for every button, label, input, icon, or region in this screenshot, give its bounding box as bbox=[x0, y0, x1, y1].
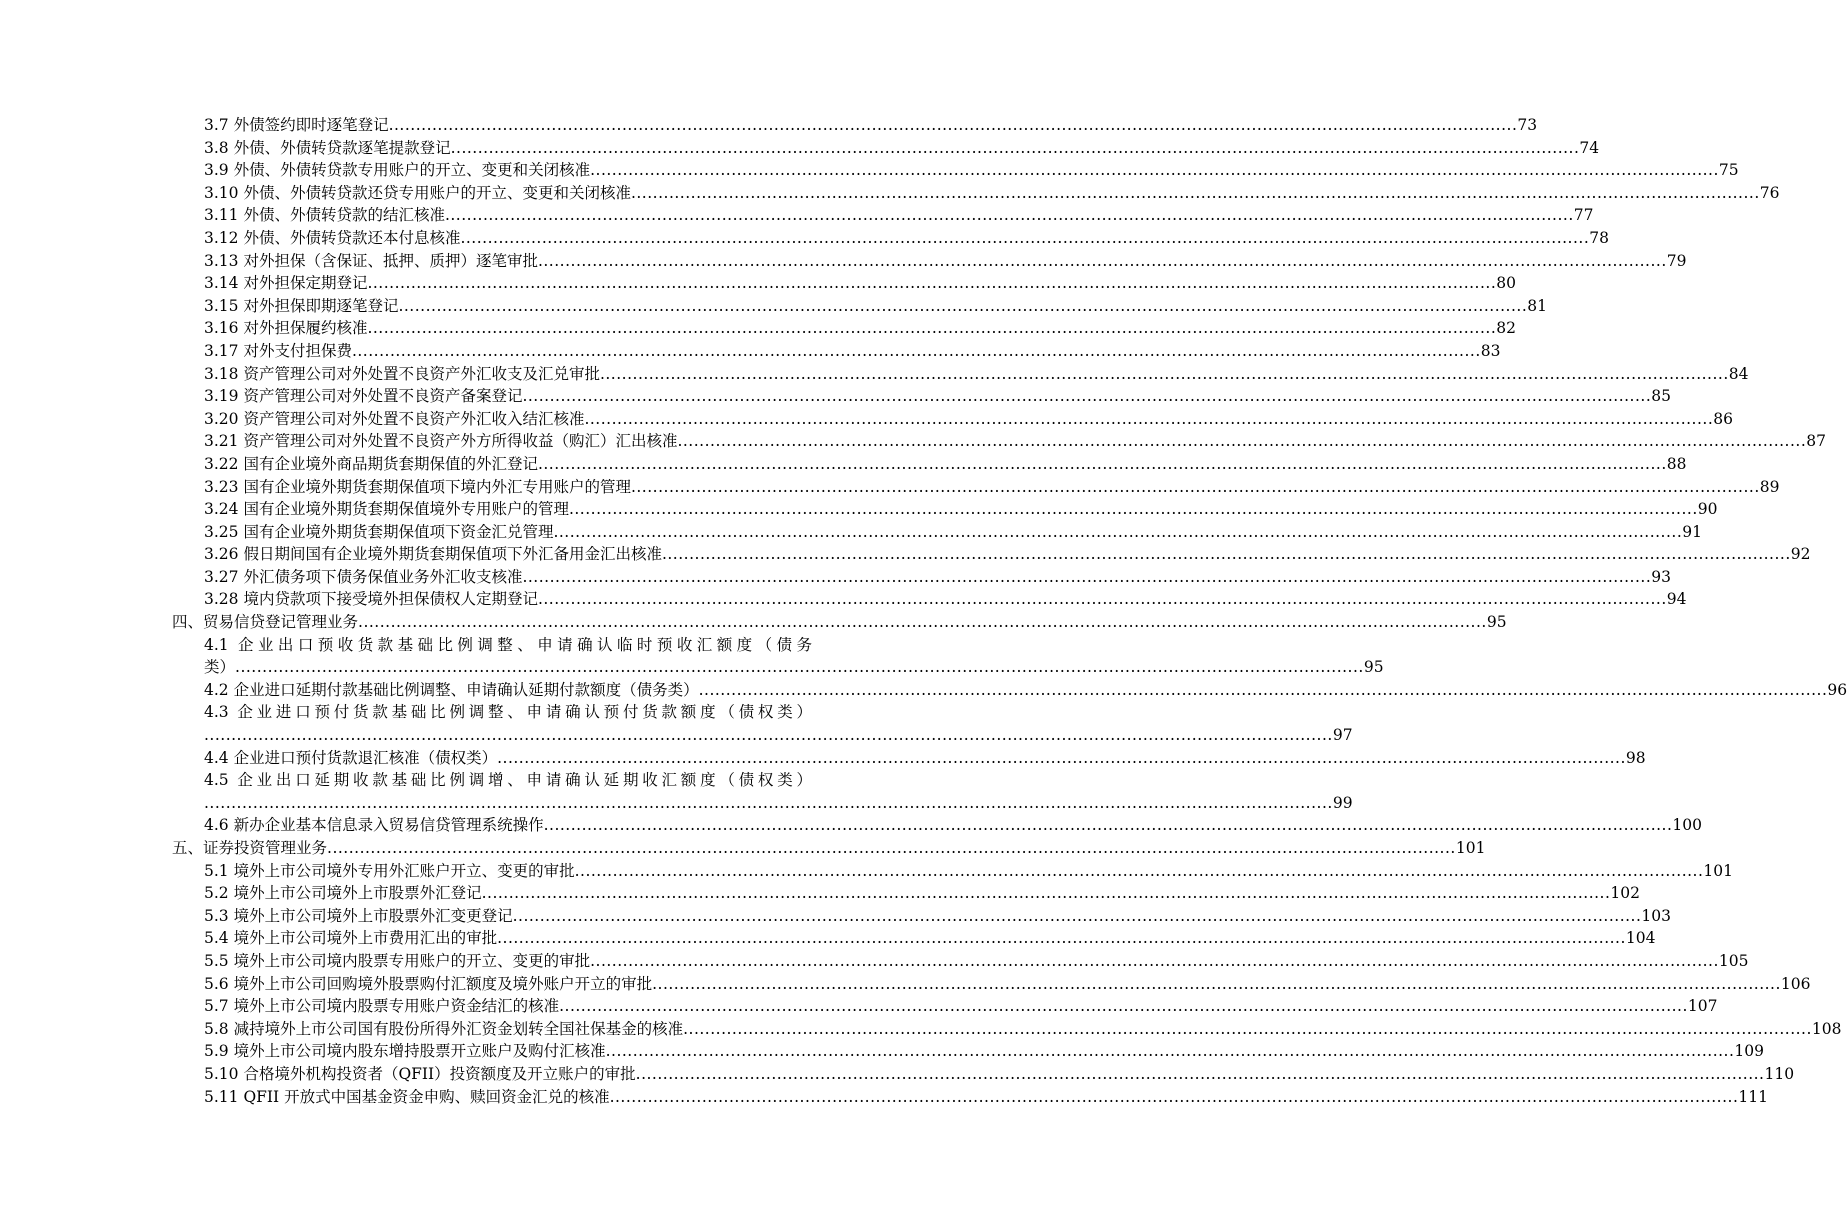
toc-entry[interactable] bbox=[172, 408, 1734, 431]
toc-entry-title: 4.5 企业出口延期收款基础比例调增、申请确认延期收汇额度（债权类） bbox=[204, 771, 812, 790]
toc-leader-dots bbox=[606, 1040, 1735, 1063]
toc-page-number: 100 bbox=[1672, 816, 1703, 835]
toc-leader-dots bbox=[590, 950, 1719, 973]
toc-leader-dots bbox=[367, 317, 1496, 340]
toc-entry-title: 3.12 外债、外债转贷款还本付息核准 bbox=[204, 228, 461, 247]
toc-entry[interactable] bbox=[172, 159, 1739, 182]
toc-entry-title: 3.8 外债、外债转贷款逐笔提款登记 bbox=[204, 138, 451, 157]
toc-leader-dots bbox=[398, 295, 1527, 318]
toc-entry-title: 3.13 对外担保（含保证、抵押、质押）逐笔审批 bbox=[204, 251, 538, 270]
toc-entry-title: 4.4 企业进口预付货款退汇核准（债权类） bbox=[204, 748, 498, 767]
toc-page-number: 89 bbox=[1759, 477, 1780, 496]
toc-section-title: 五、证券投资管理业务 bbox=[172, 839, 328, 857]
toc-entry-title: 5.8 减持境外上市公司国有股份所得外汇资金划转全国社保基金的核准 bbox=[204, 1019, 684, 1038]
toc-page-number: 94 bbox=[1666, 590, 1687, 609]
toc-entry-title: 3.25 国有企业境外期货套期保值项下资金汇兑管理 bbox=[204, 522, 554, 541]
toc-leader-dots bbox=[683, 1018, 1812, 1041]
toc-entry-title: 5.4 境外上市公司境外上市费用汇出的审批 bbox=[204, 929, 498, 948]
toc-entry-title: 3.22 国有企业境外商品期货套期保值的外汇登记 bbox=[204, 454, 538, 473]
toc-entry[interactable] bbox=[172, 860, 1734, 883]
toc-leader-dots bbox=[631, 476, 1760, 499]
toc-entry[interactable] bbox=[172, 995, 1718, 1018]
toc-page-number: 93 bbox=[1651, 567, 1672, 586]
toc-leader-dots bbox=[451, 137, 1580, 160]
toc-entry-title: 3.14 对外担保定期登记 bbox=[204, 274, 368, 293]
toc-entry-title: 3.15 对外担保即期逐笔登记 bbox=[204, 296, 399, 315]
toc-leader-dots bbox=[482, 882, 1611, 905]
toc-entry[interactable] bbox=[172, 973, 1811, 996]
toc-leader-dots bbox=[204, 792, 1333, 815]
toc-entry[interactable] bbox=[172, 882, 1641, 905]
toc-entry[interactable] bbox=[172, 1086, 1768, 1109]
toc-entry[interactable] bbox=[172, 182, 1780, 205]
toc-entry-title: 3.10 外债、外债转贷款还贷专用账户的开立、变更和关闭核准 bbox=[204, 183, 631, 202]
toc-page-number: 90 bbox=[1697, 500, 1718, 519]
toc-section-title: 四、贸易信贷登记管理业务 bbox=[172, 613, 359, 632]
toc-entry[interactable] bbox=[172, 498, 1718, 521]
toc-entry[interactable] bbox=[172, 927, 1656, 950]
toc-entry-title: 5.7 境外上市公司境内股票专用账户资金结汇的核准 bbox=[204, 997, 560, 1016]
toc-leader-dots bbox=[569, 498, 1698, 521]
toc-entry[interactable] bbox=[172, 385, 1672, 408]
toc-page-number: 79 bbox=[1666, 251, 1687, 270]
toc-page-number: 86 bbox=[1713, 409, 1734, 428]
toc-entry-title: 5.6 境外上市公司回购境外股票购付汇额度及境外账户开立的审批 bbox=[204, 974, 653, 993]
toc-page-number: 97 bbox=[1332, 726, 1353, 745]
toc-leader-dots bbox=[358, 611, 1487, 634]
toc-page-number: 74 bbox=[1579, 138, 1600, 157]
toc-leader-dots bbox=[445, 204, 1574, 227]
toc-page-number: 101 bbox=[1455, 839, 1486, 857]
toc-leader-dots bbox=[610, 1086, 1739, 1109]
toc-page-number: 77 bbox=[1573, 206, 1594, 225]
toc-entry-4-2[interactable] bbox=[172, 679, 1847, 702]
toc-entry[interactable] bbox=[172, 250, 1687, 273]
toc-entry[interactable] bbox=[172, 227, 1610, 250]
toc-entry[interactable] bbox=[172, 137, 1600, 160]
toc-leader-dots bbox=[497, 747, 1626, 770]
toc-leader-dots bbox=[677, 430, 1806, 453]
toc-page-number: 108 bbox=[1811, 1019, 1842, 1038]
toc-entry-title-cont: 类） bbox=[204, 658, 236, 677]
toc-page-number: 102 bbox=[1610, 884, 1641, 903]
toc-page-number: 107 bbox=[1687, 997, 1718, 1016]
toc-leader-dots bbox=[559, 995, 1688, 1018]
toc-leader-dots bbox=[235, 656, 1364, 679]
toc-entry-title: 3.19 资产管理公司对外处置不良资产备案登记 bbox=[204, 387, 523, 406]
toc-entry-title: 3.17 对外支付担保费 bbox=[204, 341, 352, 360]
toc-entry-title: 5.11 QFII 开放式中国基金资金申购、赎回资金汇兑的核准 bbox=[204, 1087, 610, 1106]
toc-entry[interactable] bbox=[172, 476, 1780, 499]
toc-entry[interactable] bbox=[172, 950, 1749, 973]
toc-page-number: 82 bbox=[1496, 319, 1517, 338]
toc-section-5[interactable] bbox=[172, 837, 1486, 860]
toc-entry-title: 3.11 外债、外债转贷款的结汇核准 bbox=[204, 206, 445, 225]
toc-leader-dots bbox=[553, 521, 1682, 544]
toc-entry-title: 5.10 合格境外机构投资者（QFII）投资额度及开立账户的审批 bbox=[204, 1064, 636, 1083]
toc-entry-title: 4.6 新办企业基本信息录入贸易信贷管理系统操作 bbox=[204, 816, 544, 835]
toc-page-number: 76 bbox=[1759, 183, 1780, 202]
toc-entry-4-1[interactable] bbox=[172, 634, 1384, 679]
toc-leader-dots bbox=[538, 250, 1667, 273]
toc-entry-title: 3.28 境内贷款项下接受境外担保债权人定期登记 bbox=[204, 590, 538, 609]
toc-page-number: 78 bbox=[1589, 228, 1610, 247]
toc-page-number: 91 bbox=[1682, 522, 1703, 541]
toc-entry-4-6[interactable] bbox=[172, 814, 1703, 837]
toc-entry-title: 4.1 企业出口预收货款基础比例调整、申请确认临时预收汇额度（债务 bbox=[204, 635, 812, 654]
toc-entry[interactable] bbox=[172, 114, 1538, 137]
toc-entry-title: 4.3 企业进口预付货款基础比例调整、申请确认预付货款额度（债权类） bbox=[204, 703, 812, 722]
toc-entry-title: 4.2 企业进口延期付款基础比例调整、申请确认延期付款额度（债务类） bbox=[204, 680, 699, 699]
toc-entry-title: 3.7 外债签约即时逐笔登记 bbox=[204, 116, 389, 134]
toc-entry[interactable] bbox=[172, 295, 1548, 318]
toc-leader-dots bbox=[544, 814, 1673, 837]
toc-page-number: 111 bbox=[1738, 1087, 1768, 1106]
toc-leader-dots bbox=[389, 114, 1518, 137]
toc-entry-title: 5.2 境外上市公司境外上市股票外汇登记 bbox=[204, 884, 482, 903]
toc-page-number: 95 bbox=[1363, 658, 1384, 677]
toc-page-number: 85 bbox=[1651, 387, 1672, 406]
toc-entry[interactable] bbox=[172, 905, 1672, 928]
toc-entry[interactable] bbox=[172, 566, 1672, 589]
toc-page-number: 106 bbox=[1780, 974, 1811, 993]
toc-entry[interactable] bbox=[172, 453, 1687, 476]
toc-page-number: 88 bbox=[1666, 454, 1687, 473]
toc-leader-dots bbox=[367, 272, 1496, 295]
toc-leader-dots bbox=[497, 927, 1626, 950]
toc-page-number: 81 bbox=[1527, 296, 1548, 315]
toc-leader-dots bbox=[699, 679, 1828, 702]
toc-page-number: 87 bbox=[1806, 432, 1827, 451]
toc-leader-dots bbox=[522, 566, 1651, 589]
toc-leader-dots bbox=[538, 453, 1667, 476]
toc-leader-dots bbox=[636, 1063, 1765, 1086]
toc-leader-dots bbox=[460, 227, 1589, 250]
toc-page-number: 110 bbox=[1764, 1064, 1795, 1083]
toc-leader-dots bbox=[652, 973, 1781, 996]
toc-leader-dots bbox=[600, 363, 1729, 386]
toc-entry[interactable] bbox=[172, 521, 1703, 544]
toc-page-number: 92 bbox=[1790, 545, 1811, 564]
toc-page-number: 109 bbox=[1734, 1042, 1765, 1061]
toc-leader-dots bbox=[575, 860, 1704, 883]
toc-leader-dots bbox=[522, 385, 1651, 408]
toc-leader-dots bbox=[631, 182, 1760, 205]
toc-entry[interactable] bbox=[172, 204, 1594, 227]
toc-leader-dots bbox=[662, 543, 1791, 566]
toc-leader-dots bbox=[513, 905, 1642, 928]
toc-entry-title: 3.26 假日期间国有企业境外期货套期保值项下外汇备用金汇出核准 bbox=[204, 545, 662, 564]
toc-entry[interactable] bbox=[172, 1040, 1765, 1063]
toc-section-4[interactable] bbox=[172, 611, 1507, 634]
toc-entry[interactable] bbox=[172, 543, 1811, 566]
toc-page-number: 80 bbox=[1496, 274, 1517, 293]
toc-entry[interactable] bbox=[172, 1018, 1842, 1041]
toc-page-number: 95 bbox=[1486, 613, 1507, 632]
toc-leader-dots bbox=[538, 588, 1667, 611]
toc-entry-title: 3.21 资产管理公司对外处置不良资产外方所得收益（购汇）汇出核准 bbox=[204, 432, 678, 451]
toc-leader-dots bbox=[204, 724, 1333, 747]
toc-leader-dots bbox=[584, 408, 1713, 431]
toc-entry-title: 3.18 资产管理公司对外处置不良资产外汇收支及汇兑审批 bbox=[204, 364, 600, 383]
table-of-contents bbox=[172, 114, 1847, 1108]
toc-entry[interactable] bbox=[172, 363, 1749, 386]
toc-entry[interactable] bbox=[172, 1063, 1795, 1086]
toc-page-number: 73 bbox=[1517, 116, 1538, 134]
toc-entry-4-3[interactable] bbox=[172, 701, 1353, 746]
toc-entry-title: 3.23 国有企业境外期货套期保值项下境内外汇专用账户的管理 bbox=[204, 477, 631, 496]
toc-entry-title: 3.27 外汇债务项下债务保值业务外汇收支核准 bbox=[204, 567, 523, 586]
toc-page-number: 104 bbox=[1625, 929, 1656, 948]
toc-page-number: 84 bbox=[1728, 364, 1749, 383]
toc-entry-4-4[interactable] bbox=[172, 747, 1646, 770]
toc-entry[interactable] bbox=[172, 317, 1517, 340]
toc-entry-title: 3.24 国有企业境外期货套期保值境外专用账户的管理 bbox=[204, 500, 569, 519]
toc-leader-dots bbox=[327, 837, 1456, 860]
toc-page-number: 99 bbox=[1332, 793, 1353, 812]
toc-page-number: 75 bbox=[1718, 161, 1739, 180]
toc-entry-title: 5.9 境外上市公司境内股东增持股票开立账户及购付汇核准 bbox=[204, 1042, 606, 1061]
toc-entry[interactable] bbox=[172, 430, 1827, 453]
toc-entry-title: 3.16 对外担保履约核准 bbox=[204, 319, 368, 338]
toc-leader-dots bbox=[352, 340, 1481, 363]
toc-page-number: 96 bbox=[1827, 680, 1847, 699]
toc-entry[interactable] bbox=[172, 272, 1517, 295]
toc-entry-title: 5.5 境外上市公司境内股票专用账户的开立、变更的审批 bbox=[204, 951, 591, 970]
toc-page-number: 105 bbox=[1718, 951, 1749, 970]
toc-page-number: 83 bbox=[1480, 341, 1501, 360]
toc-entry-4-5[interactable] bbox=[172, 769, 1353, 814]
toc-entry[interactable] bbox=[172, 588, 1687, 611]
toc-page-number: 98 bbox=[1625, 748, 1646, 767]
toc-entry-title: 3.20 资产管理公司对外处置不良资产外汇收入结汇核准 bbox=[204, 409, 585, 428]
toc-page-number: 101 bbox=[1703, 861, 1734, 880]
toc-entry-title: 3.9 外债、外债转贷款专用账户的开立、变更和关闭核准 bbox=[204, 161, 591, 180]
toc-entry-title: 5.3 境外上市公司境外上市股票外汇变更登记 bbox=[204, 906, 513, 925]
toc-page-number: 103 bbox=[1641, 906, 1672, 925]
toc-entry[interactable] bbox=[172, 340, 1501, 363]
toc-entry-title: 5.1 境外上市公司境外专用外汇账户开立、变更的审批 bbox=[204, 861, 575, 880]
toc-leader-dots bbox=[590, 159, 1719, 182]
